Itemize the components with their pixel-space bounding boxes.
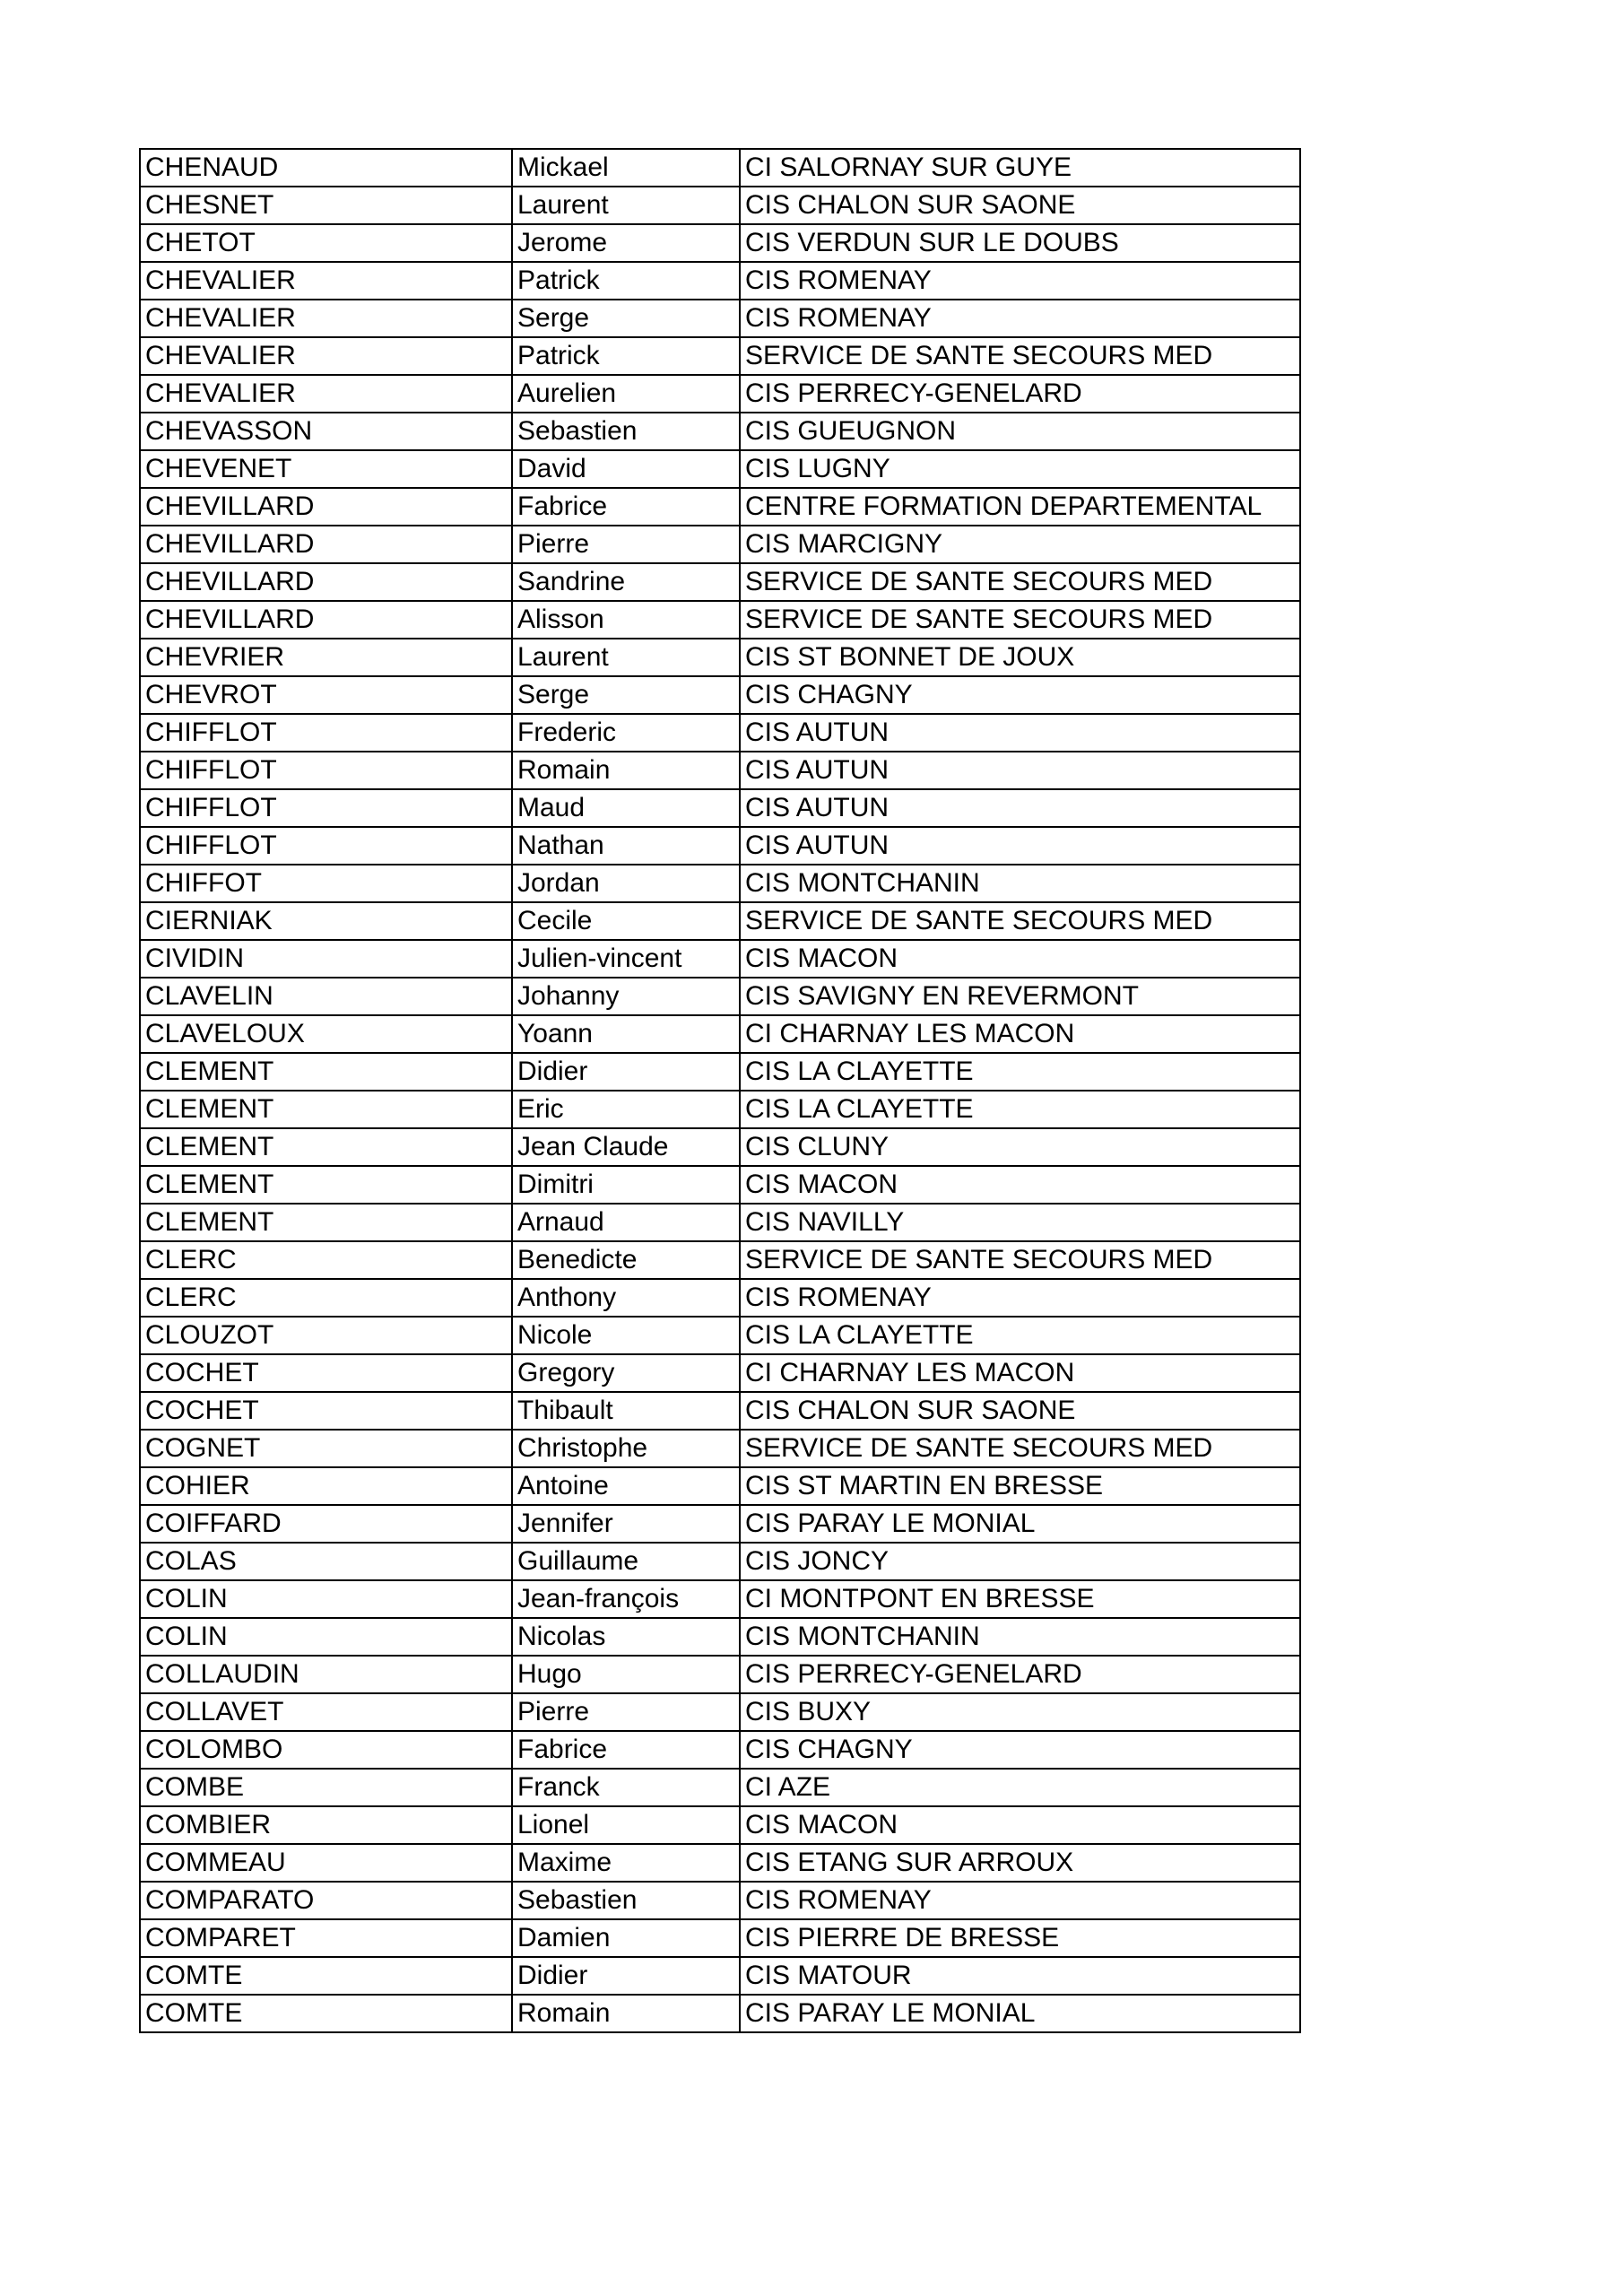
table-row <box>140 1844 1300 1882</box>
last-name-cell: COLLAVET <box>140 1693 512 1731</box>
table-row <box>140 1693 1300 1731</box>
first-name-cell: Jennifer <box>512 1505 740 1543</box>
last-name-cell: COLAS <box>140 1543 512 1580</box>
center-cell: CIS LA CLAYETTE <box>740 1317 1300 1354</box>
table-row <box>140 563 1300 601</box>
first-name-cell: Patrick <box>512 262 740 300</box>
first-name-cell: Alisson <box>512 601 740 639</box>
table-row <box>140 1882 1300 1919</box>
center-cell: CIS JONCY <box>740 1543 1300 1580</box>
table-row <box>140 1354 1300 1392</box>
last-name-cell: CHEVILLARD <box>140 563 512 601</box>
first-name-cell: Aurelien <box>512 375 740 413</box>
center-cell: CIS NAVILLY <box>740 1204 1300 1241</box>
last-name-cell: CLERC <box>140 1241 512 1279</box>
center-cell: SERVICE DE SANTE SECOURS MED <box>740 563 1300 601</box>
last-name-cell: CIERNIAK <box>140 902 512 940</box>
center-cell: CIS MACON <box>740 940 1300 978</box>
roster-table <box>139 148 1301 2033</box>
table-row <box>140 413 1300 450</box>
first-name-cell: Patrick <box>512 337 740 375</box>
table-row <box>140 1204 1300 1241</box>
last-name-cell: CHIFFLOT <box>140 714 512 752</box>
last-name-cell: CHENAUD <box>140 149 512 187</box>
table-row <box>140 1279 1300 1317</box>
table-row <box>140 337 1300 375</box>
center-cell: CIS VERDUN SUR LE DOUBS <box>740 224 1300 262</box>
last-name-cell: CHEVALIER <box>140 300 512 337</box>
first-name-cell: Sebastien <box>512 1882 740 1919</box>
table-row <box>140 1053 1300 1091</box>
center-cell: CIS ROMENAY <box>740 262 1300 300</box>
first-name-cell: Eric <box>512 1091 740 1128</box>
last-name-cell: COMTE <box>140 1995 512 2032</box>
first-name-cell: Fabrice <box>512 1731 740 1769</box>
center-cell: CIS CHAGNY <box>740 1731 1300 1769</box>
last-name-cell: CLEMENT <box>140 1128 512 1166</box>
center-cell: CI CHARNAY LES MACON <box>740 1015 1300 1053</box>
center-cell: CIS CHALON SUR SAONE <box>740 1392 1300 1430</box>
center-cell: CIS MATOUR <box>740 1957 1300 1995</box>
first-name-cell: Johanny <box>512 978 740 1015</box>
first-name-cell: Gregory <box>512 1354 740 1392</box>
last-name-cell: CLEMENT <box>140 1166 512 1204</box>
table-row <box>140 224 1300 262</box>
table-row <box>140 1392 1300 1430</box>
last-name-cell: COMBIER <box>140 1806 512 1844</box>
table-row <box>140 1957 1300 1995</box>
first-name-cell: Sandrine <box>512 563 740 601</box>
table-row <box>140 450 1300 488</box>
first-name-cell: Nicole <box>512 1317 740 1354</box>
table-row <box>140 1128 1300 1166</box>
last-name-cell: CHIFFLOT <box>140 827 512 865</box>
center-cell: CENTRE FORMATION DEPARTEMENTAL <box>740 488 1300 526</box>
table-row <box>140 1241 1300 1279</box>
first-name-cell: David <box>512 450 740 488</box>
center-cell: CIS AUTUN <box>740 752 1300 789</box>
center-cell: SERVICE DE SANTE SECOURS MED <box>740 1430 1300 1467</box>
table-row <box>140 1091 1300 1128</box>
last-name-cell: CLAVELOUX <box>140 1015 512 1053</box>
table-row <box>140 676 1300 714</box>
first-name-cell: Fabrice <box>512 488 740 526</box>
first-name-cell: Jean Claude <box>512 1128 740 1166</box>
center-cell: CIS MONTCHANIN <box>740 865 1300 902</box>
center-cell: CIS ETANG SUR ARROUX <box>740 1844 1300 1882</box>
last-name-cell: CHIFFLOT <box>140 789 512 827</box>
first-name-cell: Pierre <box>512 1693 740 1731</box>
first-name-cell: Jerome <box>512 224 740 262</box>
last-name-cell: CHIFFOT <box>140 865 512 902</box>
first-name-cell: Maud <box>512 789 740 827</box>
table-row <box>140 1430 1300 1467</box>
table-row <box>140 1995 1300 2032</box>
first-name-cell: Mickael <box>512 149 740 187</box>
center-cell: CIS CHAGNY <box>740 676 1300 714</box>
table-row <box>140 375 1300 413</box>
center-cell: SERVICE DE SANTE SECOURS MED <box>740 337 1300 375</box>
first-name-cell: Benedicte <box>512 1241 740 1279</box>
last-name-cell: COMPARET <box>140 1919 512 1957</box>
last-name-cell: CHEVILLARD <box>140 526 512 563</box>
table-row <box>140 262 1300 300</box>
first-name-cell: Nicolas <box>512 1618 740 1656</box>
last-name-cell: COCHET <box>140 1354 512 1392</box>
center-cell: CIS BUXY <box>740 1693 1300 1731</box>
table-row <box>140 978 1300 1015</box>
first-name-cell: Franck <box>512 1769 740 1806</box>
last-name-cell: CHEVENET <box>140 450 512 488</box>
center-cell: CIS PERRECY-GENELARD <box>740 1656 1300 1693</box>
center-cell: CIS GUEUGNON <box>740 413 1300 450</box>
last-name-cell: CHESNET <box>140 187 512 224</box>
center-cell: CIS PIERRE DE BRESSE <box>740 1919 1300 1957</box>
table-row <box>140 1166 1300 1204</box>
table-row <box>140 601 1300 639</box>
first-name-cell: Arnaud <box>512 1204 740 1241</box>
first-name-cell: Anthony <box>512 1279 740 1317</box>
last-name-cell: COHIER <box>140 1467 512 1505</box>
table-row <box>140 187 1300 224</box>
last-name-cell: CHEVASSON <box>140 413 512 450</box>
center-cell: CIS ST MARTIN EN BRESSE <box>740 1467 1300 1505</box>
table-row <box>140 714 1300 752</box>
last-name-cell: COMPARATO <box>140 1882 512 1919</box>
table-row <box>140 526 1300 563</box>
first-name-cell: Laurent <box>512 639 740 676</box>
last-name-cell: CHEVROT <box>140 676 512 714</box>
first-name-cell: Hugo <box>512 1656 740 1693</box>
first-name-cell: Laurent <box>512 187 740 224</box>
last-name-cell: COLIN <box>140 1618 512 1656</box>
center-cell: CIS ROMENAY <box>740 1279 1300 1317</box>
table-row <box>140 300 1300 337</box>
center-cell: CIS CHALON SUR SAONE <box>740 187 1300 224</box>
center-cell: CIS AUTUN <box>740 789 1300 827</box>
center-cell: CIS MACON <box>740 1166 1300 1204</box>
last-name-cell: CHEVALIER <box>140 375 512 413</box>
center-cell: SERVICE DE SANTE SECOURS MED <box>740 1241 1300 1279</box>
first-name-cell: Yoann <box>512 1015 740 1053</box>
table-row <box>140 789 1300 827</box>
center-cell: CIS ROMENAY <box>740 1882 1300 1919</box>
center-cell: CIS AUTUN <box>740 827 1300 865</box>
table-row <box>140 1618 1300 1656</box>
first-name-cell: Christophe <box>512 1430 740 1467</box>
table-row <box>140 1505 1300 1543</box>
center-cell: CIS AUTUN <box>740 714 1300 752</box>
first-name-cell: Maxime <box>512 1844 740 1882</box>
last-name-cell: CHEVRIER <box>140 639 512 676</box>
center-cell: CIS PARAY LE MONIAL <box>740 1505 1300 1543</box>
center-cell: SERVICE DE SANTE SECOURS MED <box>740 902 1300 940</box>
table-row <box>140 1467 1300 1505</box>
last-name-cell: COIFFARD <box>140 1505 512 1543</box>
first-name-cell: Romain <box>512 752 740 789</box>
table-row <box>140 1806 1300 1844</box>
center-cell: CIS MACON <box>740 1806 1300 1844</box>
first-name-cell: Lionel <box>512 1806 740 1844</box>
last-name-cell: CHEVALIER <box>140 262 512 300</box>
last-name-cell: CHETOT <box>140 224 512 262</box>
table-row <box>140 639 1300 676</box>
center-cell: CI SALORNAY SUR GUYE <box>740 149 1300 187</box>
first-name-cell: Serge <box>512 676 740 714</box>
center-cell: CIS SAVIGNY EN REVERMONT <box>740 978 1300 1015</box>
table-row <box>140 488 1300 526</box>
center-cell: CIS LA CLAYETTE <box>740 1053 1300 1091</box>
table-row <box>140 1769 1300 1806</box>
last-name-cell: COCHET <box>140 1392 512 1430</box>
first-name-cell: Julien-vincent <box>512 940 740 978</box>
table-row <box>140 902 1300 940</box>
last-name-cell: CHEVALIER <box>140 337 512 375</box>
table-row <box>140 865 1300 902</box>
first-name-cell: Antoine <box>512 1467 740 1505</box>
first-name-cell: Nathan <box>512 827 740 865</box>
first-name-cell: Romain <box>512 1995 740 2032</box>
table-row <box>140 1317 1300 1354</box>
last-name-cell: CHEVILLARD <box>140 488 512 526</box>
center-cell: CIS ROMENAY <box>740 300 1300 337</box>
table-row <box>140 1656 1300 1693</box>
last-name-cell: CLERC <box>140 1279 512 1317</box>
last-name-cell: CHIFFLOT <box>140 752 512 789</box>
center-cell: CIS LA CLAYETTE <box>740 1091 1300 1128</box>
center-cell: CIS CLUNY <box>740 1128 1300 1166</box>
table-row <box>140 827 1300 865</box>
table-row <box>140 1731 1300 1769</box>
table-row <box>140 1580 1300 1618</box>
last-name-cell: COLLAUDIN <box>140 1656 512 1693</box>
last-name-cell: COGNET <box>140 1430 512 1467</box>
center-cell: CIS ST BONNET DE JOUX <box>740 639 1300 676</box>
center-cell: CIS PARAY LE MONIAL <box>740 1995 1300 2032</box>
center-cell: CIS MONTCHANIN <box>740 1618 1300 1656</box>
first-name-cell: Damien <box>512 1919 740 1957</box>
table-row <box>140 1015 1300 1053</box>
roster-body <box>140 149 1300 2032</box>
first-name-cell: Jean-françois <box>512 1580 740 1618</box>
last-name-cell: CLEMENT <box>140 1204 512 1241</box>
last-name-cell: COLOMBO <box>140 1731 512 1769</box>
table-row <box>140 149 1300 187</box>
last-name-cell: CIVIDIN <box>140 940 512 978</box>
last-name-cell: CLEMENT <box>140 1053 512 1091</box>
center-cell: CIS PERRECY-GENELARD <box>740 375 1300 413</box>
last-name-cell: COLIN <box>140 1580 512 1618</box>
first-name-cell: Jordan <box>512 865 740 902</box>
first-name-cell: Cecile <box>512 902 740 940</box>
first-name-cell: Frederic <box>512 714 740 752</box>
first-name-cell: Guillaume <box>512 1543 740 1580</box>
last-name-cell: COMMEAU <box>140 1844 512 1882</box>
first-name-cell: Thibault <box>512 1392 740 1430</box>
center-cell: CI AZE <box>740 1769 1300 1806</box>
center-cell: CIS MARCIGNY <box>740 526 1300 563</box>
table-row <box>140 1919 1300 1957</box>
last-name-cell: CLAVELIN <box>140 978 512 1015</box>
table-row <box>140 752 1300 789</box>
first-name-cell: Serge <box>512 300 740 337</box>
table-row <box>140 1543 1300 1580</box>
last-name-cell: CLOUZOT <box>140 1317 512 1354</box>
last-name-cell: CHEVILLARD <box>140 601 512 639</box>
center-cell: CI CHARNAY LES MACON <box>740 1354 1300 1392</box>
table-row <box>140 940 1300 978</box>
first-name-cell: Dimitri <box>512 1166 740 1204</box>
last-name-cell: CLEMENT <box>140 1091 512 1128</box>
center-cell: CI MONTPONT EN BRESSE <box>740 1580 1300 1618</box>
last-name-cell: COMTE <box>140 1957 512 1995</box>
last-name-cell: COMBE <box>140 1769 512 1806</box>
center-cell: CIS LUGNY <box>740 450 1300 488</box>
center-cell: SERVICE DE SANTE SECOURS MED <box>740 601 1300 639</box>
first-name-cell: Pierre <box>512 526 740 563</box>
first-name-cell: Didier <box>512 1957 740 1995</box>
first-name-cell: Didier <box>512 1053 740 1091</box>
first-name-cell: Sebastien <box>512 413 740 450</box>
